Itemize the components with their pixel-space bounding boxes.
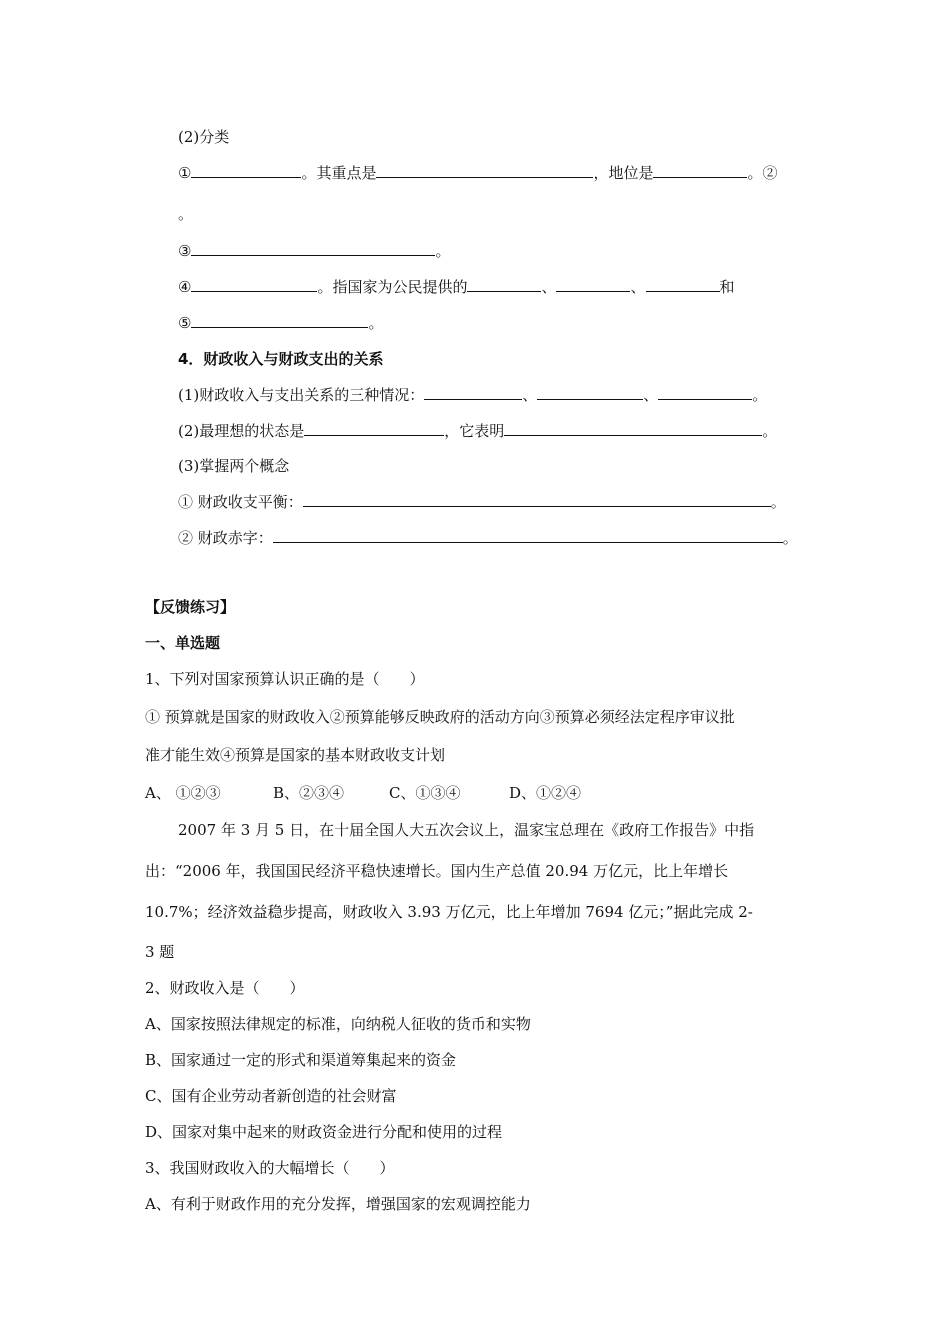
item-4-sep: 、 [541, 278, 557, 296]
option-a[interactable]: A、 ①②③ [145, 784, 221, 802]
q-1-end: 。 [752, 386, 768, 404]
blank-input[interactable] [191, 313, 368, 328]
option-c[interactable]: C、①③④ [389, 784, 461, 802]
item-3-end: 。 [435, 242, 451, 260]
blank-input[interactable] [303, 492, 771, 507]
question-1-line: ① 预算就是国家的财政收入②预算能够反映政府的活动方向③预算必须经法定程序审议批 [145, 708, 735, 726]
concept-2-text: ② 财政赤字： [178, 529, 273, 547]
item-3 [178, 241, 450, 261]
question-1-stem: 1、下列对国家预算认识正确的是（ ） [145, 670, 425, 688]
q-1-sep: 、 [522, 386, 538, 404]
concept-2-end: 。 [782, 529, 798, 547]
blank-input[interactable] [376, 163, 593, 178]
question-1-line: 准才能生效④预算是国家的基本财政收支计划 [145, 746, 446, 764]
heading-4: 4．财政收入与财政支出的关系 [178, 350, 384, 368]
item-1-text: 。其重点是 [301, 164, 377, 182]
passage-line: 3 题 [145, 943, 175, 961]
item-5-num: ⑤ [178, 314, 192, 332]
sub2-title: (2)分类 [178, 128, 230, 146]
blank-input[interactable] [537, 385, 643, 400]
question-2-stem: 2、财政收入是（ ） [145, 979, 305, 997]
option-a[interactable]: A、有利于财政作用的充分发挥，增强国家的宏观调控能力 [145, 1195, 531, 1213]
item-5-end: 。 [368, 314, 384, 332]
item-1 [178, 163, 778, 183]
blank-input[interactable] [504, 421, 762, 436]
feedback-title: 【反馈练习】 [145, 598, 236, 616]
item-1-text: 。② [747, 164, 778, 182]
section-title: 一、单选题 [145, 634, 221, 652]
q-2-end: 。 [762, 422, 778, 440]
passage-line: 2007 年 3 月 5 日，在十届全国人大五次会议上，温家宝总理在《政府工作报告》中指 [178, 821, 755, 839]
item-5 [178, 313, 383, 333]
blank-input[interactable] [304, 421, 444, 436]
blank-input[interactable] [191, 163, 301, 178]
concept-1 [178, 492, 786, 512]
blank-input[interactable] [646, 277, 720, 292]
concept-2 [178, 528, 798, 548]
q-1-sep: 、 [643, 386, 659, 404]
option-d[interactable]: D、①②④ [509, 784, 582, 802]
blank-input[interactable] [556, 277, 630, 292]
blank-input[interactable] [273, 528, 783, 543]
q-2-mid: ，它表明 [444, 422, 505, 440]
item-4 [178, 277, 735, 297]
question-3-stem: 3、我国财政收入的大幅增长（ ） [145, 1159, 395, 1177]
option-b[interactable]: B、国家通过一定的形式和渠道筹集起来的资金 [145, 1051, 457, 1069]
blank-input[interactable] [424, 385, 522, 400]
item-4-num: ④ [178, 278, 192, 296]
blank-input[interactable] [191, 241, 435, 256]
option-c[interactable]: C、国有企业劳动者新创造的社会财富 [145, 1087, 397, 1105]
q-2 [178, 421, 777, 441]
option-b[interactable]: B、②③④ [273, 784, 345, 802]
blank-input[interactable] [467, 277, 541, 292]
passage-line: 出：“2006 年，我国国民经济平稳快速增长。国内生产总值 20.94 万亿元，比上年增长 [145, 862, 729, 880]
q-1 [178, 385, 767, 405]
q-1-text: (1)财政收入与支出关系的三种情况： [178, 386, 425, 404]
item-4-text: 。指国家为公民提供的 [317, 278, 468, 296]
concept-1-text: ① 财政收支平衡： [178, 493, 303, 511]
q-3: (3)掌握两个概念 [178, 457, 290, 475]
concept-1-end: 。 [770, 493, 786, 511]
option-d[interactable]: D、国家对集中起来的财政资金进行分配和使用的过程 [145, 1123, 503, 1141]
q-2-text: (2)最理想的状态是 [178, 422, 305, 440]
item-1-num: ① [178, 164, 192, 182]
item-3-num: ③ [178, 242, 192, 260]
option-a[interactable]: A、国家按照法律规定的标准，向纳税人征收的货币和实物 [145, 1015, 531, 1033]
item-4-sep: 、 [630, 278, 646, 296]
item-4-end: 和 [719, 278, 735, 296]
item-1-cont: 。 [178, 205, 194, 223]
blank-input[interactable] [653, 163, 747, 178]
passage-line: 10.7%；经济效益稳步提高，财政收入 3.93 万亿元，比上年增加 7694 亿元；”据此完成 2- [145, 903, 753, 921]
blank-input[interactable] [191, 277, 317, 292]
blank-input[interactable] [658, 385, 752, 400]
item-1-text: ，地位是 [593, 164, 654, 182]
